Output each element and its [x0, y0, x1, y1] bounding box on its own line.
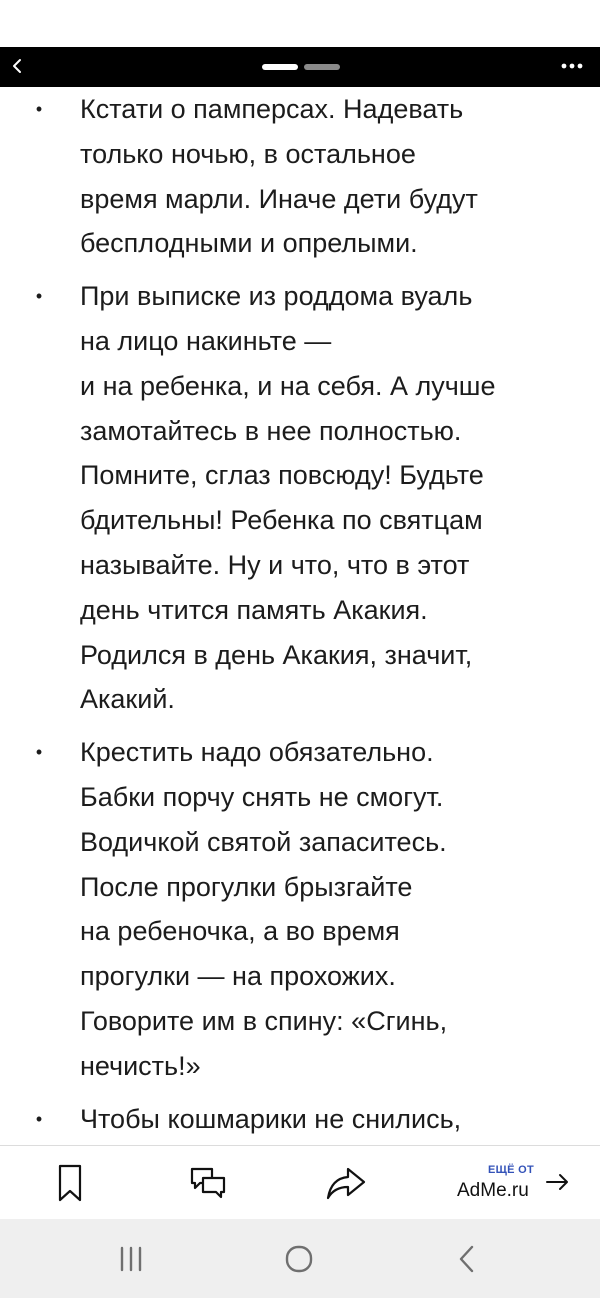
- paragraph-line: бдительны! Ребенка по святцам: [80, 505, 483, 536]
- paragraph-line: замотайтесь в нее полностью.: [80, 415, 462, 446]
- paragraph-line: Помните, сглаз повсюду! Будьте: [80, 460, 484, 491]
- paragraph-line: После прогулки брызгайте: [80, 871, 413, 902]
- list-item: [0, 730, 600, 1088]
- paragraph-line: Говорите им в спину: «Сгинь,: [80, 1005, 448, 1036]
- bottom-action-bar: [0, 1145, 600, 1220]
- chevron-left-icon[interactable]: [9, 53, 25, 79]
- paragraph-line: на ребеночка, а во время: [80, 916, 400, 947]
- paragraph-line: Водичкой святой запаситесь.: [80, 826, 447, 857]
- bullet-dot: •: [35, 742, 43, 763]
- status-bar-area: [0, 0, 600, 47]
- paragraph-line: на лицо накиньте —: [80, 325, 332, 356]
- comment-bubbles-icon[interactable]: [186, 1161, 230, 1205]
- home-icon[interactable]: [281, 1241, 317, 1277]
- recent-apps-icon[interactable]: [113, 1241, 149, 1277]
- list-item: [0, 274, 600, 722]
- paragraph-line: и на ребенка, и на себя. А лучше: [80, 370, 496, 401]
- share-arrow-icon[interactable]: [324, 1161, 368, 1205]
- paragraph-line: Акакий.: [80, 684, 175, 715]
- back-icon[interactable]: [450, 1241, 486, 1277]
- paragraph-line: только ночью, в остальное: [80, 138, 416, 169]
- paragraph-line: прогулки — на прохожих.: [80, 961, 396, 992]
- bookmark-icon[interactable]: [49, 1161, 93, 1205]
- bullet-dot: •: [35, 286, 43, 307]
- paragraph-line: день чтится память Акакия.: [80, 594, 428, 625]
- more-from-label: ЕЩЁ ОТ: [487, 1164, 535, 1176]
- article-body: [0, 87, 600, 1145]
- paragraph-line: нечисть!»: [80, 1050, 201, 1081]
- paragraph-line: Кстати о памперсах. Надевать: [80, 94, 464, 124]
- page-indicator-active: [262, 64, 298, 70]
- page-indicator-inactive: [304, 64, 340, 70]
- adme-brand: AdMe.ru: [457, 1180, 529, 1201]
- page-indicator: [262, 64, 340, 70]
- bullet-dot: •: [35, 1108, 43, 1129]
- paragraph-line: Крестить надо обязательно.: [80, 737, 434, 768]
- paragraph-line: время марли. Иначе дети будут: [80, 183, 478, 214]
- bullet-list: [0, 87, 600, 1186]
- list-item: [0, 87, 600, 266]
- paragraph-line: бесплодными и опрелыми.: [80, 228, 418, 259]
- more-dots-icon[interactable]: [556, 53, 588, 79]
- bullet-dot: •: [35, 99, 43, 119]
- arrow-right-icon: [545, 1173, 571, 1191]
- more-from-adme-link[interactable]: [455, 1161, 585, 1205]
- paragraph-line: При выписке из роддома вуаль: [80, 281, 473, 312]
- system-nav-bar: [0, 1219, 600, 1298]
- paragraph-line: Бабки порчу снять не смогут.: [80, 781, 444, 812]
- top-bar: [0, 47, 600, 87]
- paragraph-line: Чтобы кошмарики не снились,: [80, 1103, 462, 1134]
- paragraph-line: называйте. Ну и что, что в этот: [80, 549, 470, 580]
- paragraph-line: Родился в день Акакия, значит,: [80, 639, 473, 670]
